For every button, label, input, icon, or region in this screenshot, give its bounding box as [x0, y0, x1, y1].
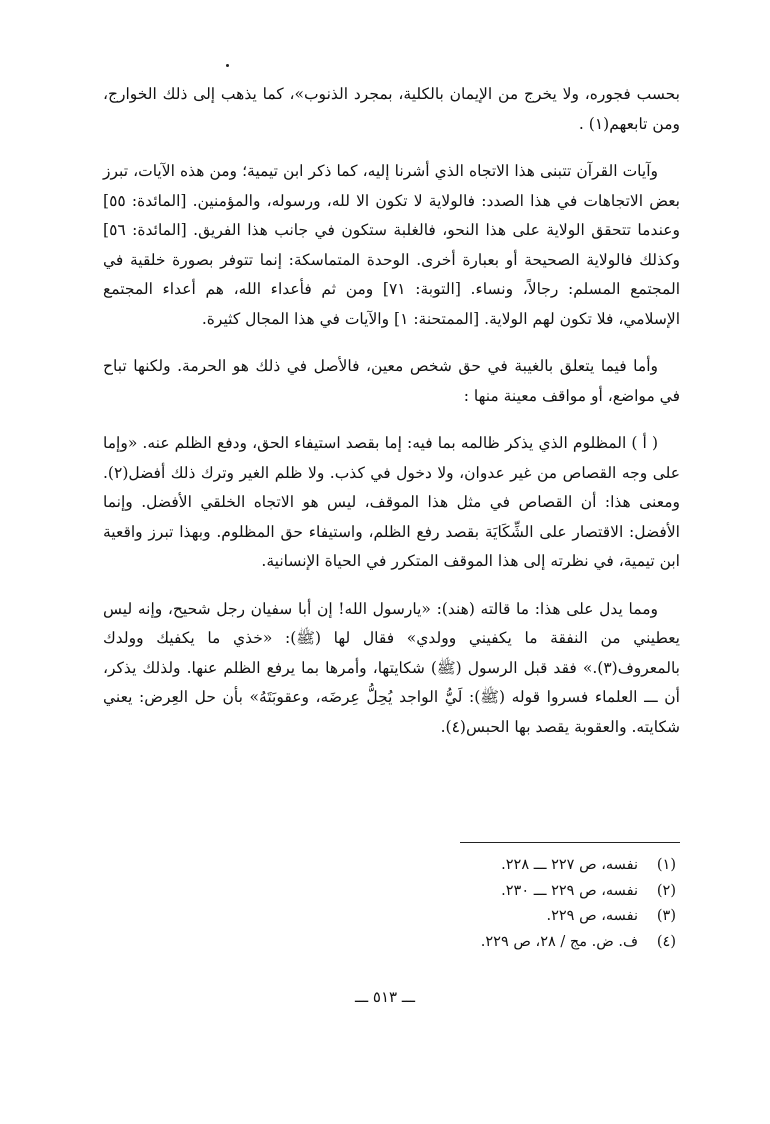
footnote-number: (٣) — [656, 908, 676, 924]
paragraph-3: وأما فيما يتعلق بالغيبة في حق شخص معين، فالأصل في ذلك هو الحرمة. ولكنها تباح في مواضع، أو مواقف معينة منها : — [103, 357, 680, 405]
footnote-text: نفسه، ص ٢٢٩. — [546, 908, 638, 924]
footnote-item — [103, 904, 680, 930]
footnote-item — [103, 930, 680, 956]
paragraph-2: وآيات القرآن تتبنى هذا الاتجاه الذي أشرنا إليه، كما ذكر ابن تيمية؛ ومن هذه الآيات، تبرز بعض الاتجاهات في هذا الصدد: فالولاية لا تكون الا لله، ورسوله، والمؤمنين. [المائدة: ٥٥] وعندما تتحقق الولاية على هذا النحو، فالغلبة ستكون في جانب هذا الفريق. [المائدة: ٥٦] وكذلك فالولاية الصحيحة أو بعبارة أخرى. الوحدة المتماسكة: إنما تتوفر بصورة خلقية في المجتمع المسلم: رجالاً، ونساء. [التوبة: ٧١] ومن ثم فأعداء الله، هم أعداء المجتمع الإسلامي، فلا تكون لهم الولاية. [الممتحنة: ١] والآيات في هذا المجال كثيرة. — [103, 162, 681, 328]
footnote-item — [103, 853, 680, 879]
footnote-text: نفسه، ص ٢٢٧ ـــ ٢٢٨. — [501, 857, 638, 873]
page-number: ـــ ٥١٣ ـــ — [354, 988, 416, 1006]
body-text — [103, 80, 680, 760]
footnotes — [103, 842, 680, 955]
footnote-number: (٢) — [656, 882, 676, 899]
paragraph-1: بحسب فجوره، ولا يخرج من الإيمان بالكلية، بمجرد الذنوب»، كما يذهب إلى ذلك الخوارج، ومن تابعهم‏(١) . — [103, 85, 680, 133]
footnote-item — [103, 879, 680, 905]
print-speck — [226, 64, 229, 67]
footnote-number: (١) — [656, 857, 676, 873]
paragraph-5: ومما يدل على هذا: ما قالته (هند): «يارسول الله! إن أبا سفيان رجل شحيح، وإنه ليس يعطيني من النفقة ما يكفيني وولدي» فقال لها (ﷺ): «خذي ما يكفيك وولدك بالمعروف‏(٣).» فقد قبل الرسول (ﷺ) شكايتها، وأمرها بما يرفع الظلم عنها. ولذلك يذكر، أن ـــ العلماء فسروا قوله (ﷺ): لَيُّ الواجد يُحِلُّ عِرضَه، وعقوبَتَهُ» بأن حل العِرض: يعني شكايته. والعقوبة يقصد بها الحبس‏(٤). — [103, 599, 680, 736]
footnote-text: ف. ض. مج / ٢٨، ص ٢٢٩. — [480, 933, 638, 950]
footnote-number: (٤) — [656, 933, 676, 950]
paragraph-4: ( أ ) المظلوم الذي يذكر ظالمه بما فيه: إما بقصد استيفاء الحق، ودفع الظلم عنه. «وإما على وجه القصاص من غير عدوان، ولا دخول في كذب. ولا ظلم الغير وترك ذلك أفضل‏(٢). ومعنى هذا: أن القصاص في مثل هذا الموقف، ليس هو الاتجاه الخلقي الأفضل. وإنما الأفضل: الاقتصار على الشِّكَايَة بقصد رفع الظلم، واستيفاء حق المظلوم. وبهذا تبرز واقعية ابن تيمية، في نظرته إلى هذا الموقف المتكرر في الحياة الإنسانية. — [103, 434, 680, 570]
footnote-text: نفسه، ص ٢٢٩ ـــ ٢٣٠. — [501, 882, 638, 899]
footnote-divider — [460, 842, 680, 843]
